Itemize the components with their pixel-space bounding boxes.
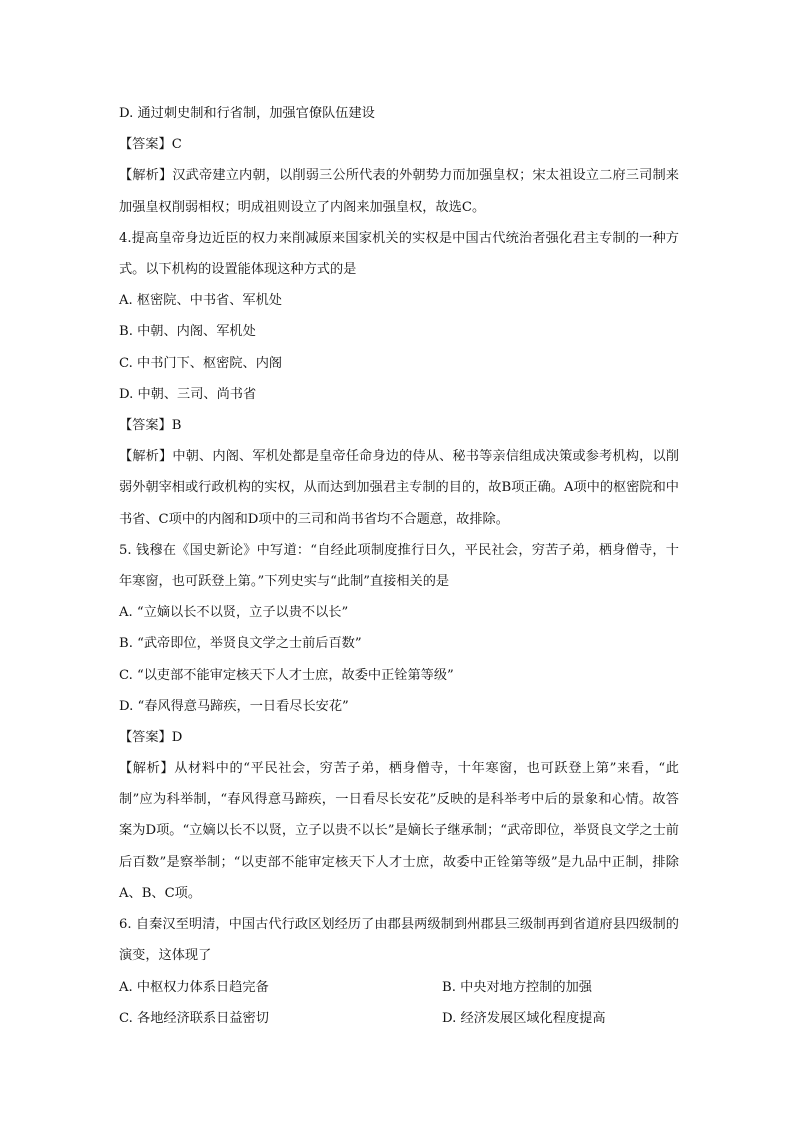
q6-options-row-2 [119, 1003, 679, 1034]
q4-option-c: C. 中书门下、枢密院、内阁 [119, 355, 283, 371]
q5-option-a: A. “立嫡以长不以贤，立子以贵不以长” [119, 605, 349, 621]
q6-stem: 6. 自秦汉至明清，中国古代行政区划经历了由郡县两级制到州郡县三级制再到省道府县四级制的演变，这体现了 [119, 917, 679, 964]
q5-stem: 5. 钱穆在《国史新论》中写道：“自经此项制度推行日久，平民社会，穷苦子弟，栖身僧寺，十年寒窗，也可跃登上第。”下列史实与“此制”直接相关的是 [119, 542, 679, 589]
q3-option-d: D. 通过刺史制和行省制，加强官僚队伍建设 [119, 106, 375, 121]
q4-stem: 4.提高皇帝身边近臣的权力来削减原来国家机关的实权是中国古代统治者强化君主专制的一种方式。以下机构的设置能体现这种方式的是 [119, 230, 679, 277]
q3-analysis: 【解析】汉武帝建立内朝，以削弱三公所代表的外朝势力而加强皇权；宋太祖设立二府三司制来加强皇权削弱相权；明成祖则设立了内阁来加强皇权，故选C。 [119, 168, 679, 215]
q6-option-c: C. 各地经济联系日益密切 [119, 1010, 269, 1026]
q6-options-row-1 [119, 972, 679, 1003]
q3-answer: 【答案】C [119, 137, 182, 153]
q5-option-c: C. “以吏部不能审定核天下人才士庶，故委中正铨第等级” [119, 667, 454, 683]
q6-option-d: D. 经济发展区域化程度提高 [442, 1010, 606, 1026]
q5-option-b: B. “武帝即位，举贤良文学之士前后百数” [119, 636, 362, 652]
q5-option-d: D. “春风得意马蹄疾，一日看尽长安花” [119, 698, 349, 714]
q5-analysis: 【解析】从材料中的“平民社会，穷苦子弟，栖身僧寺，十年寒窗，也可跃登上第”来看，“此制”应为科举制，“春风得意马蹄疾，一日看尽长安花”反映的是科举考中后的景象和心情。故答案为D项。“立嫡以长不以贤，立子以贵不以长”是嫡长子继承制；“武帝即位，举贤良文学之士前后百数”是察举制；“以吏部不能审定核天下人才士庶，故委中正铨第等级”是九品中正制，排除A、B、C项。 [119, 761, 679, 901]
q4-option-a: A. 枢密院、中书省、军机处 [119, 293, 282, 309]
document-page [119, 98, 679, 1034]
q4-option-b: B. 中朝、内阁、军机处 [119, 324, 256, 340]
q5-answer: 【答案】D [119, 729, 183, 745]
q4-option-d: D. 中朝、三司、尚书省 [119, 386, 257, 402]
q6-option-b: B. 中央对地方控制的加强 [442, 979, 592, 995]
q4-analysis: 【解析】中朝、内阁、军机处都是皇帝任命身边的侍从、秘书等亲信组成决策或参考机构，以削弱外朝宰相或行政机构的实权，从而达到加强君主专制的目的，故B项正确。A项中的枢密院和中书省、C项中的内阁和D项中的三司和尚书省均不合题意，故排除。 [119, 449, 679, 527]
q6-option-a: A. 中枢权力体系日趋完备 [119, 979, 269, 995]
q4-answer: 【答案】B [119, 417, 182, 433]
